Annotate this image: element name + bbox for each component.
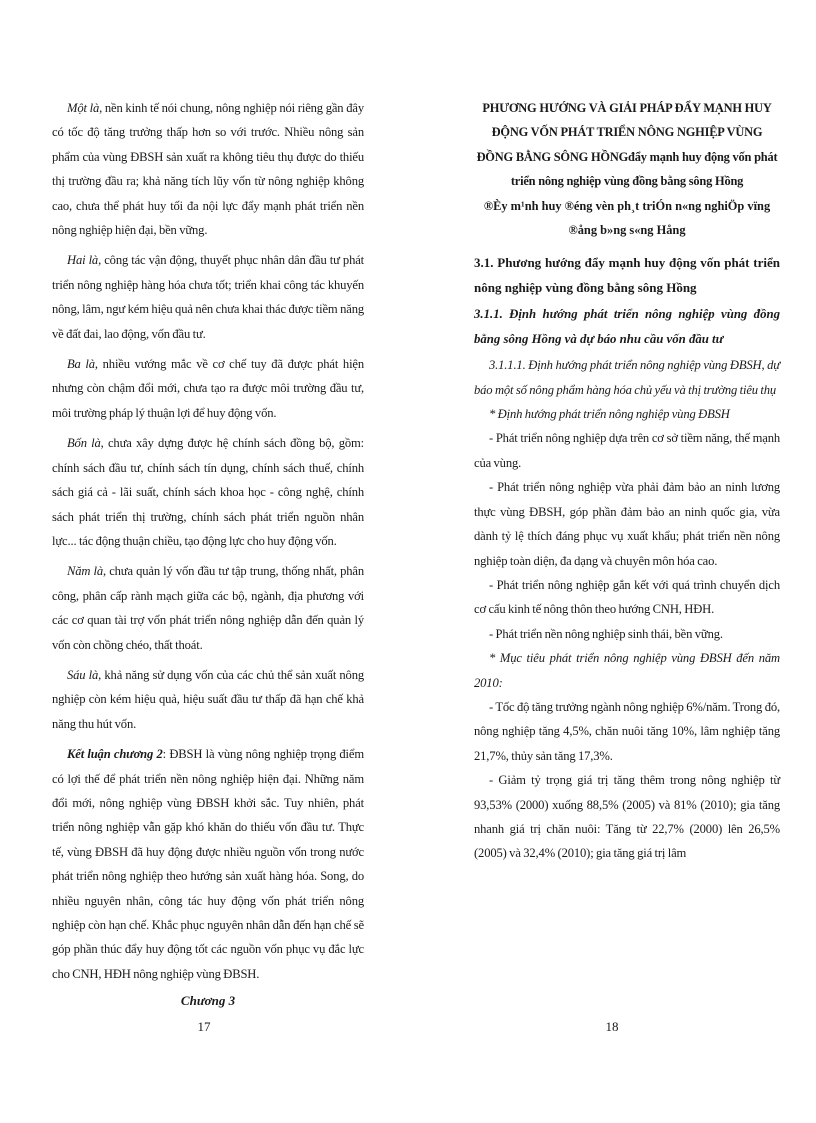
paragraph-lead: Ba là bbox=[67, 357, 95, 372]
bullet-item: - Tốc độ tăng trưởng ngành nông nghiệp 6%/năm. Trong đó, nông nghiệp tăng 4,5%, chăn nuôi tăng 10%, lâm nghiệp tăng 21,7%, thủy sản tăng 17,3%. bbox=[474, 699, 780, 763]
paragraph-ba-la bbox=[52, 352, 364, 425]
paragraph-mot-la bbox=[52, 96, 364, 242]
section-heading: 3.1. Phương hướng đẩy mạnh huy động vốn phát triển nông nghiệp vùng đồng bằng sông Hồng bbox=[474, 255, 780, 296]
orientation-heading: * Định hướng phát triển nông nghiệp vùng ĐBSH bbox=[489, 407, 730, 422]
paragraph-lead: Bốn là bbox=[67, 436, 101, 451]
left-column bbox=[52, 96, 364, 1013]
paragraph-hai-la bbox=[52, 248, 364, 346]
targets-heading: * Mục tiêu phát triển nông nghiệp vùng ĐBSH đến năm 2010: bbox=[474, 651, 780, 690]
page-number-left: 17 bbox=[197, 1019, 211, 1034]
bullet-item: - Phát triển nông nghiệp vừa phải đảm bảo an ninh lương thực vùng ĐBSH, góp phần đảm bảo an ninh quốc gia, vừa dành tỷ lệ thích đáng phục vụ xuất khẩu; phát triển nền nông nghiệp toàn diện, đa dạng và chuyên môn hóa cao. bbox=[474, 480, 780, 568]
paragraph-bon-la bbox=[52, 431, 364, 553]
paragraph-text: , chưa xây dựng được hệ chính sách đồng bộ, gồm: chính sách đầu tư, chính sách tín dụng, chính sách thuế, chính sách giá cả - lãi suất, chính sách khoa học - công nghệ, chính sách phát triển thị trường, chính sách phát triển nguồn nhân lực... tác động thuận chiều, tạo động lực cho huy động vốn. bbox=[52, 436, 364, 548]
paragraph-sau-la bbox=[52, 663, 364, 736]
bullet-item: - Giảm tỷ trọng giá trị tăng thêm trong nông nghiệp từ 93,53% (2000) xuống 88,5% (2005) và 81% (2010); gia tăng nhanh giá trị chăn nuôi: Tăng từ 22,7% (2000) lên 26,5% (2005) và 32,4% (2010); gia tăng giá trị lâm bbox=[474, 773, 780, 861]
paragraph-text: , nhiều vướng mắc về cơ chế tuy đã được phát hiện nhưng còn chậm đổi mới, chưa tạo ra được môi trường đầu tư, môi trường pháp lý thuận lợi để huy động vốn. bbox=[52, 357, 365, 420]
bullet-item: - Phát triển nông nghiệp gắn kết với quá trình chuyển dịch cơ cấu kinh tế nông thôn theo hướng CNH, HĐH. bbox=[474, 577, 780, 617]
paragraph-lead: Sáu là bbox=[67, 667, 99, 682]
chapter-conclusion bbox=[52, 742, 364, 986]
chapter-title-garbled: ®Èy m¹nh huy ®éng vèn ph¸t triÓn n«ng nghiÖp vïng ®ång b»ng s«ng Hång bbox=[483, 198, 771, 238]
paragraph-lead: Một là bbox=[67, 101, 100, 115]
paragraph-nam-la bbox=[52, 559, 364, 657]
chapter-heading: Chương 3 bbox=[180, 993, 236, 1009]
right-column bbox=[474, 96, 780, 866]
paragraph-lead: Hai là bbox=[67, 253, 99, 268]
page-number-right: 18 bbox=[605, 1019, 619, 1034]
conclusion-text: : ĐBSH là vùng nông nghiệp trọng điểm có lợi thế để phát triển nền nông nghiệp hiện đại. Những năm đổi mới, nông nghiệp vùng ĐBSH khởi sắc. Tuy nhiên, phát triển nông nghiệp vẫn gặp khó khăn do thiếu vốn đầu tư. Thực tế, vùng ĐBSH đã huy động được nhiều nguồn vốn trong nước phát triển nông nghiệp theo hướng sản xuất hàng hóa. Song, do nhiều nguyên nhân, công tác huy động vốn phát triển nông nghiệp còn hạn chế. Khắc phục nguyên nhân dẫn đến hạn chế sẽ góp phần thúc đẩy huy động tốt các nguồn vốn phục vụ đắc lực cho CNH, HĐH nông nghiệp vùng ĐBSH. bbox=[52, 747, 364, 981]
right-page bbox=[408, 0, 816, 1123]
bullet-item: - Phát triển nông nghiệp dựa trên cơ sở tiềm năng, thế mạnh của vùng. bbox=[474, 431, 780, 470]
paragraph-text: , khả năng sử dụng vốn của các chủ thể sản xuất nông nghiệp còn kém hiệu quả, hiệu suất đầu tư thấp đã hạn chế khả năng thu hút vốn. bbox=[52, 667, 364, 731]
chapter-title: PHƯƠNG HƯỚNG VÀ GIẢI PHÁP ĐẨY MẠNH HUY ĐỘNG VỐN PHÁT TRIỂN NÔNG NGHIỆP VÙNG ĐỒNG BẰNG SÔNG HỒNGđẩy mạnh huy động vốn phát triển nông nghiệp vùng đồng bằng sông Hồng bbox=[476, 101, 778, 189]
paragraph-lead: Năm là bbox=[67, 564, 104, 579]
subsection-heading: 3.1.1. Định hướng phát triển nông nghiệp vùng đồng bằng sông Hồng và dự báo nhu cầu vốn đầu tư bbox=[474, 307, 780, 346]
conclusion-lead: Kết luận chương 2 bbox=[67, 747, 163, 762]
paragraph-text: , chưa quản lý vốn đầu tư tập trung, thống nhất, phân công, phân cấp rành mạch giữa các bộ, ngành, địa phương với các cơ quan tài trợ vốn phát triển nông nghiệp dẫn đến quản lý vốn còn chồng chéo, thất thoát. bbox=[52, 564, 364, 652]
subsubsection-heading: 3.1.1.1. Định hướng phát triển nông nghiệp vùng ĐBSH, dự báo một số nông phẩm hàng hóa chủ yếu và thị trường tiêu thụ bbox=[474, 358, 780, 397]
paragraph-text: , công tác vận động, thuyết phục nhân dân đầu tư phát triển nông nghiệp hàng hóa chưa tốt; triển khai công tác khuyến nông, lâm, ngư kém hiệu quả nên chưa khai thác được tiềm năng về đất đai, lao động, vốn đầu tư. bbox=[52, 253, 365, 341]
paragraph-text: , nền kinh tế nói chung, nông nghiệp nói riêng gần đây có tốc độ tăng trưởng thấp hơn so với trước. Nhiều nông sản phẩm của vùng ĐBSH sản xuất ra không tiêu thụ được do thiếu thị trường đầu ra; khả năng tích lũy vốn từ nông nghiệp không cao, chưa thể phát huy tối đa nội lực đẩy mạnh phát triển nền nông nghiệp hiện đại, bền vững. bbox=[52, 101, 364, 238]
bullet-item: - Phát triển nền nông nghiệp sinh thái, bền vững. bbox=[489, 626, 723, 641]
